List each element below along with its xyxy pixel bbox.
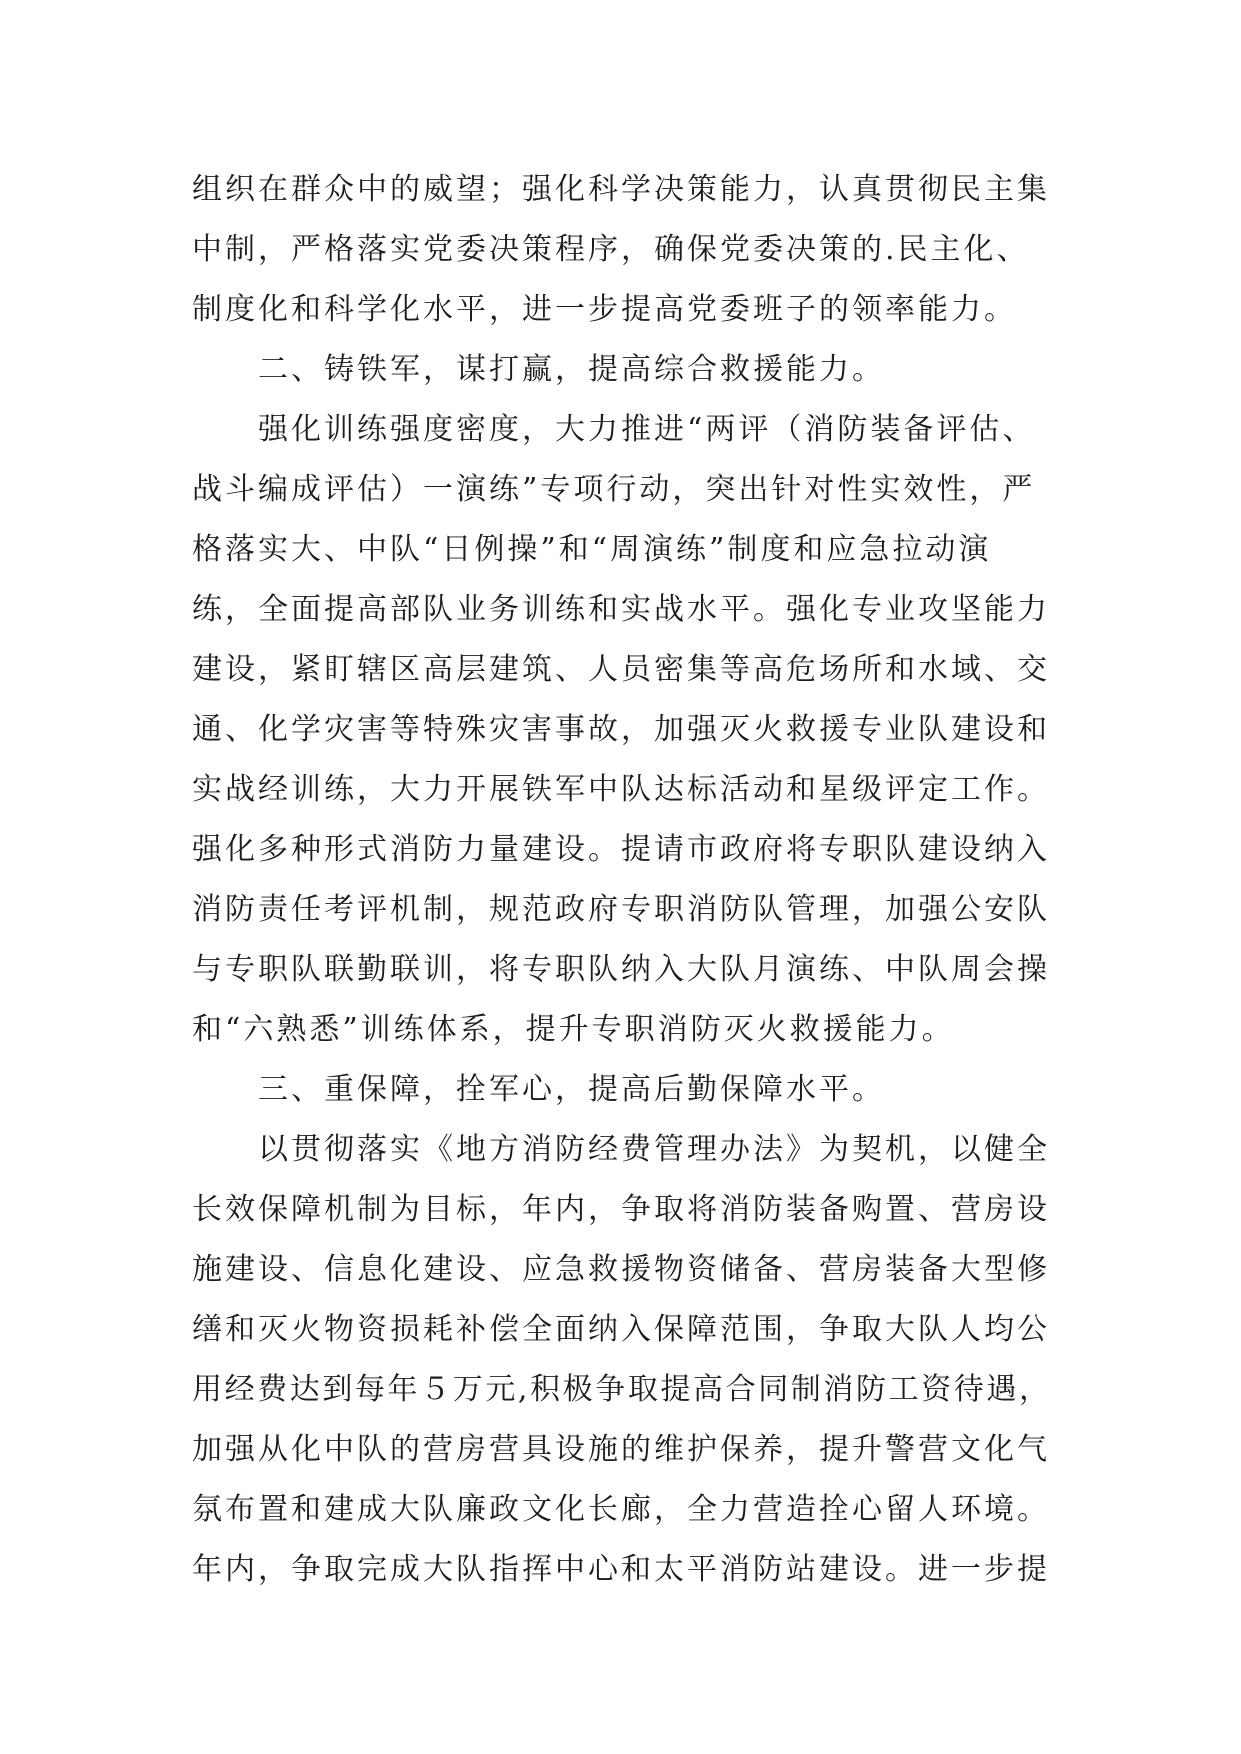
text-line: 以贯彻落实《地方消防经费管理办法》为契机，以健全 (192, 1132, 1050, 1167)
text-line: 用经费达到每年５万元,积极争取提高合同制消防工资待遇， (192, 1372, 1052, 1407)
text-line: 通、化学灾害等特殊灾害事故，加强灭火救援专业队建设和 (192, 712, 1050, 747)
text-line: 消防责任考评机制，规范政府专职消防队管理，加强公安队 (192, 892, 1050, 927)
body-text (192, 160, 1052, 1600)
text-line: 战斗编成评估）一演练”专项行动，突出针对性实效性，严 (192, 472, 1036, 507)
text-line: 强化多种形式消防力量建设。提请市政府将专职队建设纳入 (192, 832, 1050, 867)
text-line: 制度化和科学化水平，进一步提高党委班子的领率能力。 (192, 292, 1017, 327)
text-line: 年内，争取完成大队指挥中心和太平消防站建设。进一步提 (192, 1552, 1050, 1587)
text-line: 氛布置和建成大队廉政文化长廊，全力营造拴心留人环境。 (192, 1492, 1050, 1527)
text-line: 练，全面提高部队业务训练和实战水平。强化专业攻坚能力 (192, 592, 1050, 627)
text-line: 实战经训练，大力开展铁军中队达标活动和星级评定工作。 (192, 772, 1050, 807)
text-line: 和“六熟悉”训练体系，提升专职消防灭火救援能力。 (192, 1012, 955, 1047)
text-line: 与专职队联勤联训，将专职队纳入大队月演练、中队周会操 (192, 952, 1050, 987)
section-heading-2: 二、铸铁军，谋打赢，提高综合救援能力。 (192, 352, 885, 387)
text-line: 长效保障机制为目标，年内，争取将消防装备购置、营房设 (192, 1192, 1050, 1227)
text-line: 强化训练强度密度，大力推进“两评（消防装备评估、 (192, 412, 1036, 447)
text-line: 缮和灭火物资损耗补偿全面纳入保障范围，争取大队人均公 (192, 1312, 1050, 1347)
section-heading-3: 三、重保障，拴军心，提高后勤保障水平。 (192, 1072, 885, 1107)
text-line: 格落实大、中队“日例操”和“周演练”制度和应急拉动演 (192, 532, 992, 567)
text-line: 建设，紧盯辖区高层建筑、人员密集等高危场所和水域、交 (192, 652, 1050, 687)
text-line: 加强从化中队的营房营具设施的维护保养，提升警营文化气 (192, 1432, 1050, 1467)
text-line: 组织在群众中的威望；强化科学决策能力，认真贯彻民主集 (192, 172, 1050, 207)
text-line: 施建设、信息化建设、应急救援物资储备、营房装备大型修 (192, 1252, 1050, 1287)
text-line: 中制，严格落实党委决策程序，确保党委决策的.民主化、 (192, 232, 1030, 267)
